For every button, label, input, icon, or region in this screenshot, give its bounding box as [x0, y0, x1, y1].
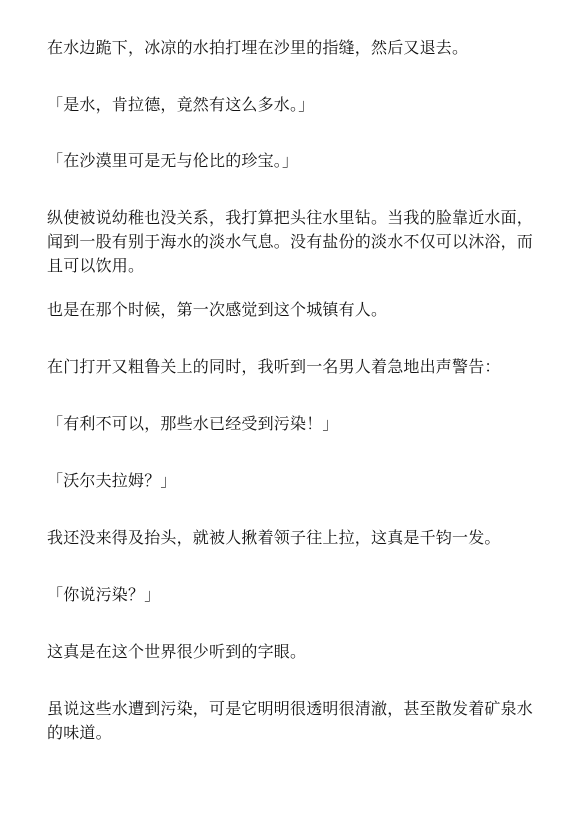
paragraph-8: 「沃尔夫拉姆？」: [47, 471, 177, 490]
paragraph-3: 「在沙漠里可是无与伦比的珍宝。」: [47, 151, 299, 170]
paragraph-12: 虽说这些水遭到污染，可是它明明很透明很清澈，甚至散发着矿泉水的味道。: [47, 699, 534, 742]
paragraph-4: 纵使被说幼稚也没关系，我打算把头往水里钻。当我的脸靠近水面，闻到一股有别于海水的淡水气息。没有盐份的淡水不仅可以沐浴，而且可以饮用。: [47, 208, 534, 275]
paragraph-10: 「你说污染？」: [47, 585, 161, 604]
paragraph-11: 这真是在这个世界很少听到的字眼。: [47, 642, 307, 661]
paragraph-6: 在门打开又粗鲁关上的同时，我听到一名男人着急地出声警告：: [47, 357, 501, 376]
paragraph-2: 「是水，肯拉德，竟然有这么多水。」: [47, 95, 315, 114]
paragraph-1: 在水边跪下，冰凉的水拍打埋在沙里的指缝，然后又退去。: [47, 38, 469, 57]
paragraph-5: 也是在那个时候，第一次感觉到这个城镇有人。: [47, 300, 388, 319]
paragraph-9: 我还没来得及抬头，就被人揪着领子往上拉，这真是千钧一发。: [47, 528, 501, 547]
paragraph-7: 「有利不可以，那些水已经受到污染！」: [47, 414, 339, 433]
